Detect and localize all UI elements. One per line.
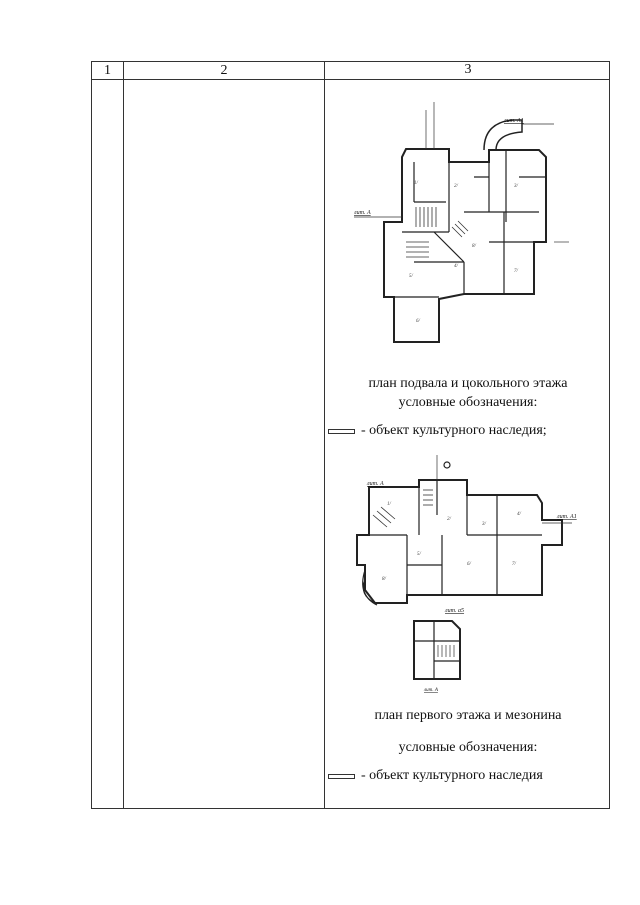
lit-a1-label-2: лит. А1 [557, 514, 577, 520]
svg-text:2/: 2/ [447, 517, 451, 522]
svg-text:8/: 8/ [472, 244, 476, 249]
svg-text:1/: 1/ [414, 181, 418, 186]
column-divider [324, 62, 325, 808]
legend-row-basement [328, 423, 547, 439]
column-header-2: 2 [220, 62, 228, 78]
column-divider [123, 62, 124, 808]
svg-text:5/: 5/ [417, 552, 421, 557]
column-header-3: 3 [464, 62, 472, 77]
svg-text:1/: 1/ [387, 502, 391, 507]
basement-floor-plan-drawing [354, 102, 584, 352]
svg-text:3/: 3/ [482, 522, 486, 527]
svg-text:5/: 5/ [409, 274, 413, 279]
lit-a-label: лит. А [354, 210, 371, 216]
svg-text:8/: 8/ [382, 577, 386, 582]
heritage-object-swatch [328, 429, 355, 434]
lit-a-label-3: лит. А [424, 688, 438, 693]
svg-text:4/: 4/ [517, 512, 521, 517]
column-header-1: 1 [104, 62, 111, 78]
legend-title-basement: условные обозначения: [398, 395, 538, 410]
svg-text:6/: 6/ [467, 562, 471, 567]
legend-row-first-floor [328, 768, 543, 784]
svg-text:6/: 6/ [416, 319, 420, 324]
legend-text-first-floor: - объект культурного наследия [361, 768, 543, 783]
svg-text:7/: 7/ [514, 269, 518, 274]
data-table [91, 61, 610, 809]
plan-caption-basement: план подвала и цокольного этажа [368, 376, 568, 391]
first-floor-plan-drawing [347, 455, 587, 615]
plan-caption-first-floor: план первого этажа и мезонина [374, 708, 562, 723]
svg-text:2/: 2/ [454, 184, 458, 189]
heritage-object-swatch-2 [328, 774, 355, 779]
legend-text-basement: - объект культурного наследия; [361, 423, 547, 438]
lit-a1-label: лит. А1 [504, 118, 524, 124]
svg-text:7/: 7/ [512, 562, 516, 567]
mezzanine-plan-drawing [408, 617, 468, 695]
svg-text:4/: 4/ [454, 264, 458, 269]
legend-title-first-floor: условные обозначения: [398, 740, 538, 755]
header-row-divider [92, 79, 609, 80]
lit-a-label-2: лит. А [367, 481, 384, 487]
lit-a5-label: лит. а5 [445, 608, 465, 614]
svg-text:3/: 3/ [514, 184, 518, 189]
